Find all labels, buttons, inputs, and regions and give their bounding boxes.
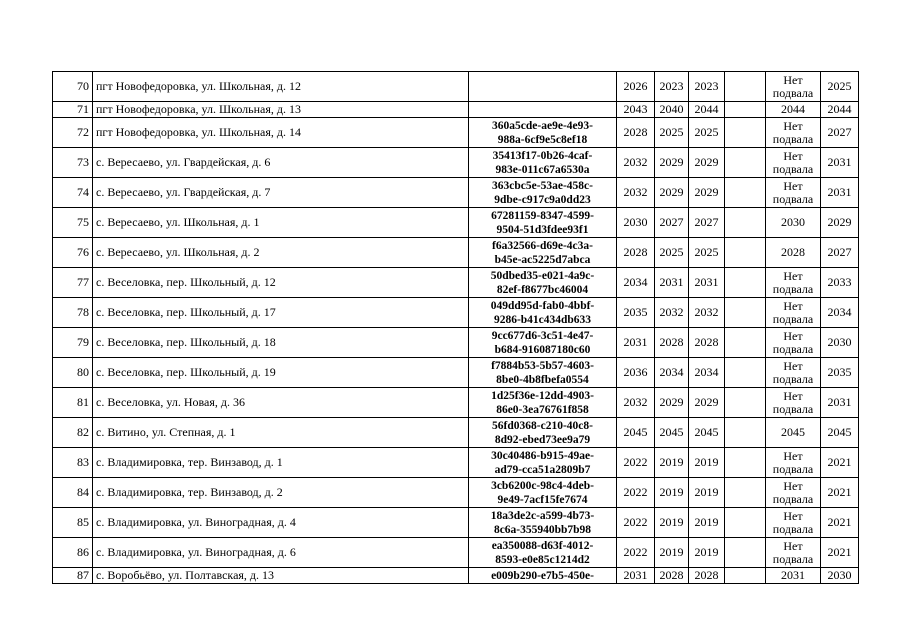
guid-line: 9cc677d6-3c51-4e47-	[491, 329, 594, 342]
year-cell-5: 2045	[821, 418, 859, 448]
address-cell: с. Вересаево, ул. Гвардейская, д. 7	[93, 178, 469, 208]
basement-line: подвала	[772, 551, 814, 566]
year-cell-2: 2032	[655, 298, 689, 328]
guid-cell	[469, 568, 617, 584]
year-cell-2: 2029	[655, 148, 689, 178]
year-cell-2: 2019	[655, 448, 689, 478]
year-cell-5: 2031	[821, 388, 859, 418]
year-cell-1: 2022	[617, 508, 655, 538]
guid-cell	[469, 72, 617, 102]
address-cell: с. Вересаево, ул. Школьная, д. 1	[93, 208, 469, 238]
year-cell-5: 2031	[821, 148, 859, 178]
basement-line: Нет	[783, 448, 803, 463]
basement-line: Нет	[783, 538, 803, 553]
year-cell-1: 2022	[617, 448, 655, 478]
table-row	[53, 72, 859, 102]
year-cell-1: 2043	[617, 102, 655, 118]
year-cell-2: 2029	[655, 388, 689, 418]
table-row	[53, 568, 859, 584]
basement-cell	[766, 102, 821, 118]
basement-cell	[766, 298, 821, 328]
table-body	[53, 72, 859, 584]
basement-cell	[766, 328, 821, 358]
basement-line: подвала	[772, 461, 814, 476]
table-row	[53, 388, 859, 418]
table-row	[53, 418, 859, 448]
basement-line: подвала	[772, 311, 814, 326]
year-cell-5: 2035	[821, 358, 859, 388]
basement-cell	[766, 388, 821, 418]
guid-line: f7884b53-5b57-4603-	[491, 359, 594, 372]
empty-cell	[725, 538, 766, 568]
year-cell-3: 2019	[689, 508, 725, 538]
guid-cell	[469, 538, 617, 568]
address-cell: с. Веселовка, пер. Школьный, д. 18	[93, 328, 469, 358]
guid-cell	[469, 102, 617, 118]
guid-line: 9e49-7acf15fe7674	[497, 493, 588, 506]
guid-line: 363cbc5e-53ae-458c-	[492, 179, 593, 192]
basement-line: подвала	[772, 401, 814, 416]
row-number-cell: 78	[53, 298, 93, 328]
guid-line: 18a3de2c-a599-4b73-	[490, 509, 595, 522]
guid-line: 82ef-f8677bc46004	[496, 283, 589, 296]
empty-cell	[725, 238, 766, 268]
guid-line: 049dd95d-fab0-4bbf-	[490, 299, 595, 312]
year-cell-2: 2034	[655, 358, 689, 388]
table-row	[53, 448, 859, 478]
guid-line: 1d25f36e-12dd-4903-	[491, 389, 594, 402]
guid-line: 9dbe-c917c9a0dd23	[494, 193, 591, 206]
basement-cell	[766, 358, 821, 388]
basement-line: Нет	[783, 268, 803, 283]
basement-line: Нет	[783, 148, 803, 163]
year-cell-1: 2028	[617, 238, 655, 268]
basement-line: 2045	[781, 425, 805, 439]
year-cell-2: 2019	[655, 478, 689, 508]
basement-cell	[766, 238, 821, 268]
guid-cell	[469, 508, 617, 538]
address-cell: с. Веселовка, пер. Школьный, д. 19	[93, 358, 469, 388]
year-cell-3: 2023	[689, 72, 725, 102]
row-number-cell: 75	[53, 208, 93, 238]
address-cell: с. Владимировка, тер. Винзавод, д. 2	[93, 478, 469, 508]
row-number-cell: 84	[53, 478, 93, 508]
year-cell-2: 2045	[655, 418, 689, 448]
year-cell-3: 2027	[689, 208, 725, 238]
year-cell-5: 2029	[821, 208, 859, 238]
year-cell-3: 2029	[689, 388, 725, 418]
guid-cell	[469, 298, 617, 328]
basement-line: подвала	[772, 371, 814, 386]
year-cell-1: 2036	[617, 358, 655, 388]
row-number-cell: 76	[53, 238, 93, 268]
basement-line: Нет	[783, 478, 803, 493]
year-cell-3: 2029	[689, 178, 725, 208]
year-cell-5: 2030	[821, 328, 859, 358]
empty-cell	[725, 118, 766, 148]
table-row	[53, 358, 859, 388]
basement-line: Нет	[783, 388, 803, 403]
basement-line: 2030	[781, 215, 805, 229]
row-number-cell: 72	[53, 118, 93, 148]
basement-line: подвала	[772, 85, 814, 100]
table-row	[53, 298, 859, 328]
guid-line: b684-916087180c60	[494, 343, 591, 356]
row-number-cell: 87	[53, 568, 93, 584]
empty-cell	[725, 418, 766, 448]
row-number-cell: 71	[53, 102, 93, 118]
year-cell-5: 2034	[821, 298, 859, 328]
basement-cell	[766, 148, 821, 178]
year-cell-5: 2021	[821, 508, 859, 538]
year-cell-5: 2021	[821, 538, 859, 568]
basement-line: подвала	[772, 191, 814, 206]
guid-cell	[469, 418, 617, 448]
year-cell-5: 2031	[821, 178, 859, 208]
basement-line: подвала	[772, 491, 814, 506]
row-number-cell: 81	[53, 388, 93, 418]
basement-cell	[766, 268, 821, 298]
empty-cell	[725, 478, 766, 508]
year-cell-3: 2031	[689, 268, 725, 298]
guid-cell	[469, 448, 617, 478]
year-cell-3: 2025	[689, 238, 725, 268]
basement-cell	[766, 208, 821, 238]
year-cell-1: 2035	[617, 298, 655, 328]
year-cell-3: 2044	[689, 102, 725, 118]
address-cell: с. Веселовка, пер. Школьный, д. 17	[93, 298, 469, 328]
empty-cell	[725, 208, 766, 238]
year-cell-2: 2031	[655, 268, 689, 298]
guid-line: 9504-51d3fdee93f1	[496, 223, 589, 236]
empty-cell	[725, 568, 766, 584]
year-cell-1: 2022	[617, 478, 655, 508]
guid-cell	[469, 478, 617, 508]
table-row	[53, 508, 859, 538]
basement-cell	[766, 72, 821, 102]
empty-cell	[725, 328, 766, 358]
basement-cell	[766, 538, 821, 568]
row-number-cell: 70	[53, 72, 93, 102]
guid-line: 8be0-4b8fbefa0554	[496, 373, 589, 386]
guid-line: 86e0-3ea76761f858	[496, 403, 589, 416]
year-cell-2: 2027	[655, 208, 689, 238]
guid-line: e009b290-e7b5-450e-	[491, 569, 594, 582]
guid-line: 67281159-8347-4599-	[491, 209, 594, 222]
guid-line: 35413f17-0b26-4caf-	[492, 149, 593, 162]
guid-cell	[469, 268, 617, 298]
table-row	[53, 268, 859, 298]
empty-cell	[725, 358, 766, 388]
guid-line: 360a5cde-ae9e-4e93-	[492, 119, 593, 132]
row-number-cell: 80	[53, 358, 93, 388]
basement-line: Нет	[783, 118, 803, 133]
row-number-cell: 83	[53, 448, 93, 478]
year-cell-2: 2028	[655, 568, 689, 584]
year-cell-3: 2019	[689, 538, 725, 568]
address-cell: с. Владимировка, тер. Винзавод, д. 1	[93, 448, 469, 478]
basement-line: 2031	[781, 568, 805, 582]
guid-cell	[469, 328, 617, 358]
guid-line: ad79-cca51a2809b7	[494, 463, 591, 476]
address-cell: с. Владимировка, ул. Виноградная, д. 4	[93, 508, 469, 538]
year-cell-1: 2030	[617, 208, 655, 238]
year-cell-1: 2028	[617, 118, 655, 148]
guid-line: 8c6a-355940bb7b98	[493, 523, 592, 536]
basement-cell	[766, 118, 821, 148]
year-cell-5: 2021	[821, 448, 859, 478]
basement-cell	[766, 508, 821, 538]
basement-line: подвала	[772, 341, 814, 356]
guid-line: b45e-ac5225d7abca	[494, 253, 591, 266]
row-number-cell: 74	[53, 178, 93, 208]
year-cell-1: 2022	[617, 538, 655, 568]
basement-line: подвала	[772, 131, 814, 146]
guid-cell	[469, 178, 617, 208]
basement-cell	[766, 418, 821, 448]
guid-line: 56fd0368-c210-40c8-	[492, 419, 593, 432]
guid-cell	[469, 118, 617, 148]
guid-line: 9286-b41c434db633	[493, 313, 592, 326]
guid-line: 30c40486-b915-49ae-	[491, 449, 594, 462]
year-cell-2: 2029	[655, 178, 689, 208]
year-cell-5: 2027	[821, 118, 859, 148]
year-cell-1: 2034	[617, 268, 655, 298]
address-cell: с. Вересаево, ул. Гвардейская, д. 6	[93, 148, 469, 178]
basement-line: подвала	[772, 521, 814, 536]
table-row	[53, 178, 859, 208]
year-cell-2: 2028	[655, 328, 689, 358]
guid-cell	[469, 358, 617, 388]
year-cell-3: 2019	[689, 478, 725, 508]
basement-cell	[766, 178, 821, 208]
row-number-cell: 77	[53, 268, 93, 298]
table-row	[53, 478, 859, 508]
table-row	[53, 328, 859, 358]
year-cell-5: 2021	[821, 478, 859, 508]
table-row	[53, 118, 859, 148]
year-cell-5: 2033	[821, 268, 859, 298]
row-number-cell: 82	[53, 418, 93, 448]
table-row	[53, 148, 859, 178]
basement-line: Нет	[783, 328, 803, 343]
year-cell-1: 2031	[617, 568, 655, 584]
year-cell-3: 2025	[689, 118, 725, 148]
row-number-cell: 73	[53, 148, 93, 178]
basement-cell	[766, 568, 821, 584]
year-cell-3: 2028	[689, 568, 725, 584]
guid-line: f6a32566-d69e-4c3a-	[492, 239, 593, 252]
guid-line: 8d92-ebed73ee9a79	[494, 433, 591, 446]
year-cell-1: 2032	[617, 388, 655, 418]
address-cell: с. Веселовка, ул. Новая, д. 36	[93, 388, 469, 418]
empty-cell	[725, 388, 766, 418]
basement-line: Нет	[783, 72, 803, 87]
basement-line: Нет	[783, 508, 803, 523]
guid-line: 3cb6200c-98c4-4deb-	[491, 479, 594, 492]
basement-line: подвала	[772, 281, 814, 296]
year-cell-1: 2032	[617, 148, 655, 178]
year-cell-1: 2045	[617, 418, 655, 448]
guid-line: 983e-011c67a6530a	[495, 163, 590, 176]
address-cell: пгт Новофедоровка, ул. Школьная, д. 13	[93, 102, 469, 118]
year-cell-2: 2023	[655, 72, 689, 102]
empty-cell	[725, 268, 766, 298]
year-cell-5: 2030	[821, 568, 859, 584]
year-cell-1: 2032	[617, 178, 655, 208]
guid-cell	[469, 148, 617, 178]
empty-cell	[725, 298, 766, 328]
guid-line: 988a-6cf9e5c8ef18	[497, 133, 588, 146]
basement-cell	[766, 448, 821, 478]
year-cell-3: 2019	[689, 448, 725, 478]
basement-line: 2028	[781, 245, 805, 259]
address-cell: с. Вересаево, ул. Школьная, д. 2	[93, 238, 469, 268]
basement-line: 2044	[781, 102, 805, 116]
guid-cell	[469, 238, 617, 268]
year-cell-3: 2045	[689, 418, 725, 448]
year-cell-2: 2040	[655, 102, 689, 118]
guid-line: ea350088-d63f-4012-	[491, 539, 594, 552]
housing-table	[52, 71, 859, 584]
row-number-cell: 85	[53, 508, 93, 538]
year-cell-2: 2025	[655, 118, 689, 148]
empty-cell	[725, 508, 766, 538]
basement-line: Нет	[783, 178, 803, 193]
year-cell-2: 2025	[655, 238, 689, 268]
row-number-cell: 86	[53, 538, 93, 568]
guid-cell	[469, 208, 617, 238]
address-cell: с. Владимировка, ул. Виноградная, д. 6	[93, 538, 469, 568]
address-cell: пгт Новофедоровка, ул. Школьная, д. 12	[93, 72, 469, 102]
guid-line: 50dbed35-e021-4a9c-	[490, 269, 595, 282]
basement-line: Нет	[783, 298, 803, 313]
address-cell: с. Воробьёво, ул. Полтавская, д. 13	[93, 568, 469, 584]
empty-cell	[725, 448, 766, 478]
year-cell-2: 2019	[655, 538, 689, 568]
table-row	[53, 208, 859, 238]
guid-cell	[469, 388, 617, 418]
basement-line: подвала	[772, 161, 814, 176]
year-cell-3: 2029	[689, 148, 725, 178]
address-cell: пгт Новофедоровка, ул. Школьная, д. 14	[93, 118, 469, 148]
table-row	[53, 102, 859, 118]
table-row	[53, 538, 859, 568]
empty-cell	[725, 72, 766, 102]
empty-cell	[725, 102, 766, 118]
year-cell-5: 2025	[821, 72, 859, 102]
empty-cell	[725, 178, 766, 208]
basement-line: Нет	[783, 358, 803, 373]
year-cell-3: 2028	[689, 328, 725, 358]
year-cell-1: 2031	[617, 328, 655, 358]
empty-cell	[725, 148, 766, 178]
row-number-cell: 79	[53, 328, 93, 358]
basement-cell	[766, 478, 821, 508]
year-cell-3: 2032	[689, 298, 725, 328]
address-cell: с. Веселовка, пер. Школьный, д. 12	[93, 268, 469, 298]
year-cell-2: 2019	[655, 508, 689, 538]
year-cell-5: 2027	[821, 238, 859, 268]
address-cell: с. Витино, ул. Степная, д. 1	[93, 418, 469, 448]
year-cell-3: 2034	[689, 358, 725, 388]
table-row	[53, 238, 859, 268]
year-cell-1: 2026	[617, 72, 655, 102]
year-cell-5: 2044	[821, 102, 859, 118]
guid-line: 8593-e0e85c1214d2	[495, 553, 590, 566]
